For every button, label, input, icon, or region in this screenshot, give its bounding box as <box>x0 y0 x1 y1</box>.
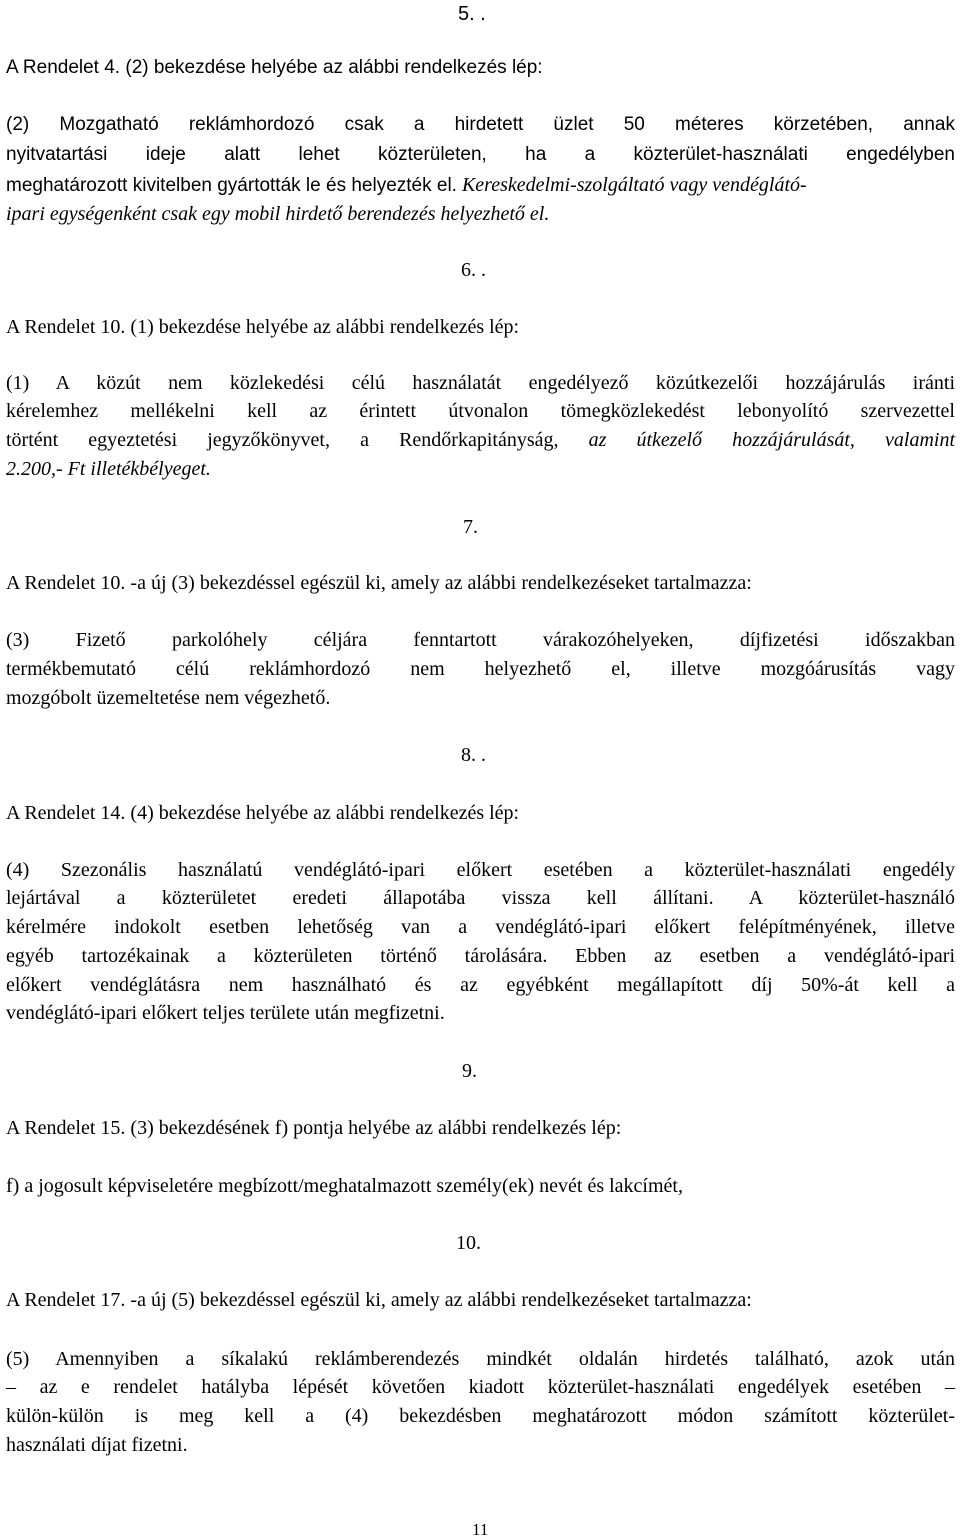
amendment-intro-5: A Rendelet 4. (2) bekezdése helyébe az alábbi rendelkezés lép: <box>6 57 543 78</box>
section-number-9: 9. <box>462 1060 477 1082</box>
paragraph-line: – az e rendelet hatályba lépését követően kiadott közterület-használati engedélyek esetében – <box>6 1376 955 1398</box>
paragraph-line: (4) Szezonális használatú vendéglátó-ipari előkert esetében a közterület-használati engedély <box>6 859 955 881</box>
paragraph-line: termékbemutató célú reklámhordozó nem helyezhető el, illetve mozgóárusítás vagy <box>6 658 955 680</box>
paragraph-text: meghatározott kivitelben gyártották le és helyezték el. <box>6 175 457 196</box>
section-number-10: 10. <box>456 1232 481 1254</box>
amendment-intro-10: A Rendelet 17. -a új (5) bekezdéssel egészül ki, amely az alábbi rendelkezéseket tartalmazza: <box>6 1289 752 1311</box>
paragraph-line: használati díjat fizetni. <box>6 1434 188 1456</box>
page-number: 11 <box>472 1520 489 1539</box>
amendment-intro-8: A Rendelet 14. (4) bekezdése helyébe az alábbi rendelkezés lép: <box>6 802 520 824</box>
paragraph-line: f) a jogosult képviseletére megbízott/meghatalmazott személy(ek) nevét és lakcímét, <box>6 1175 683 1197</box>
paragraph-line: előkert vendéglátásra nem használható és az egyébként megállapított díj 50%-át kell a <box>6 974 955 996</box>
paragraph-line: kérelemhez mellékelni kell az érintett útvonalon tömegközlekedést lebonyolító szervezettel <box>6 400 955 422</box>
paragraph-line <box>6 171 807 200</box>
amendment-intro-6: A Rendelet 10. (1) bekezdése helyébe az alábbi rendelkezés lép: <box>6 316 520 338</box>
paragraph-line: lejártával a közterületet eredeti állapotába vissza kell állítani. A közterület-használó <box>6 887 955 909</box>
paragraph-line: (1) A közút nem közlekedési célú használatát engedélyező közútkezelői hozzájárulás iránti <box>6 372 955 394</box>
paragraph-line: külön-külön is meg kell a (4) bekezdésben meghatározott módon számított közterület- <box>6 1405 955 1427</box>
paragraph-line: (5) Amennyiben a síkalakú reklámberendezés mindkét oldalán hirdetés található, azok után <box>6 1348 955 1370</box>
paragraph-line: kérelmére indokolt esetben lehetőség van a vendéglátó-ipari előkert felépítményének, illetve <box>6 916 955 938</box>
paragraph-line: nyitvatartási ideje alatt lehet közterületen, ha a közterület-használati engedélyben <box>6 144 955 165</box>
paragraph-italic-text: az útkezelő hozzájárulását, valamint <box>558 429 955 451</box>
paragraph-text: történt egyeztetési jegyzőkönyvet, a Rendőrkapitányság, <box>6 429 559 451</box>
section-number-6: 6. . <box>461 259 486 281</box>
amendment-intro-7: A Rendelet 10. -a új (3) bekezdéssel egészül ki, amely az alábbi rendelkezéseket tartalmazza: <box>6 572 752 594</box>
section-number-8: 8. . <box>461 744 486 766</box>
paragraph-line: 2.200,- Ft illetékbélyeget. <box>6 458 211 480</box>
paragraph-line: (3) Fizető parkolóhely céljára fenntartott várakozóhelyeken, díjfizetési időszakban <box>6 629 955 651</box>
paragraph-line: vendéglátó-ipari előkert teljes területe után megfizetni. <box>6 1002 445 1024</box>
section-number-7: 7. <box>463 516 478 538</box>
paragraph-line <box>6 426 955 454</box>
amendment-intro-9: A Rendelet 15. (3) bekezdésének f) pontja helyébe az alábbi rendelkezés lép: <box>6 1117 622 1139</box>
section-number-5: 5. . <box>458 3 486 25</box>
paragraph-line: egyéb tartozékainak a közterületen történő tárolására. Ebben az esetben a vendéglátó-ipari <box>6 945 955 967</box>
paragraph-line: mozgóbolt üzemeltetése nem végezhető. <box>6 687 331 709</box>
paragraph-italic-text: Kereskedelmi-szolgáltató vagy vendéglátó- <box>456 174 807 196</box>
paragraph-line: ipari egységenként csak egy mobil hirdető berendezés helyezhető el. <box>6 203 550 225</box>
paragraph-line: (2) Mozgatható reklámhordozó csak a hirdetett üzlet 50 méteres körzetében, annak <box>6 114 955 135</box>
